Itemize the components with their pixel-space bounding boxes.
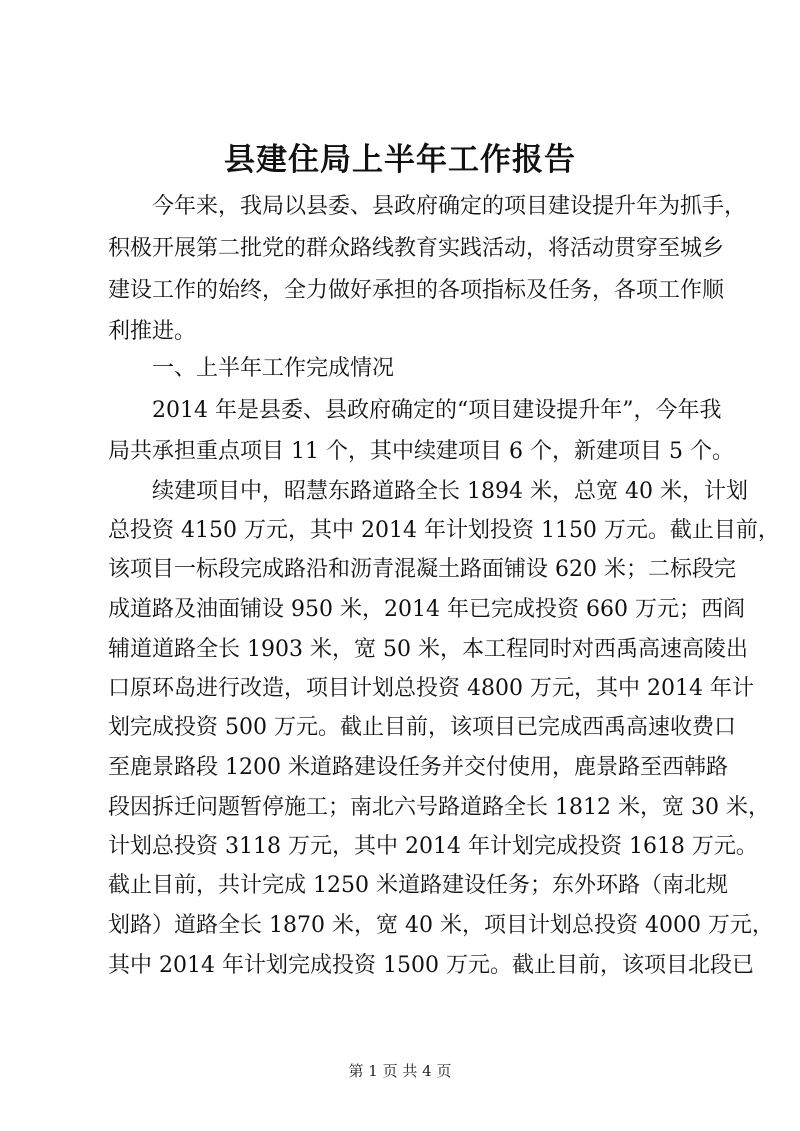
body-line: 局共承担重点项目 11 个，其中续建项目 6 个，新建项目 5 个。 — [108, 439, 734, 464]
body-line: 利推进。 — [108, 319, 197, 344]
body-line: 该项目一标段完成路沿和沥青混凝土路面铺设 620 米；二标段完 — [108, 557, 736, 582]
body-line: 今年来，我局以县委、县政府确定的项目建设提升年为抓手， — [108, 194, 747, 219]
body-line: 辅道道路全长 1903 米，宽 50 米，本工程同时对西禹高速高陵出 — [108, 637, 748, 662]
body-line: 划完成投资 500 万元。截止目前，该项目已完成西禹高速收费口 — [108, 715, 736, 740]
body-line: 2014 年是县委、县政府确定的“项目建设提升年”，今年我 — [108, 398, 722, 423]
page-footer: 第 1 页 共 4 页 — [348, 1062, 452, 1080]
body-line: 计划总投资 3118 万元，其中 2014 年计划完成投资 1618 万元。 — [108, 834, 758, 859]
body-line: 划路）道路全长 1870 米，宽 40 米，项目计划总投资 4000 万元， — [108, 913, 774, 938]
body-line: 至鹿景路段 1200 米道路建设任务并交付使用，鹿景路至西韩路 — [108, 755, 728, 780]
body-line: 积极开展第二批党的群众路线教育实践活动，将活动贯穿至城乡 — [108, 236, 725, 261]
section-heading: 一、上半年工作完成情况 — [108, 356, 395, 381]
body-line: 其中 2014 年计划完成投资 1500 万元。截止目前，该项目北段已 — [108, 953, 754, 978]
body-line: 口原环岛进行改造，项目计划总投资 4800 万元，其中 2014 年计 — [108, 676, 754, 701]
body-line: 续建项目中，昭慧东路道路全长 1894 米，总宽 40 米，计划 — [108, 479, 748, 504]
body-line: 总投资 4150 万元，其中 2014 年计划投资 1150 万元。截止目前， — [108, 518, 780, 543]
document-title: 县建住局上半年工作报告 — [224, 142, 576, 178]
body-line: 成道路及油面铺设 950 米，2014 年已完成投资 660 万元；西阎 — [108, 597, 745, 622]
body-line: 截止目前，共计完成 1250 米道路建设任务；东外环路（南北规 — [108, 873, 728, 898]
body-line: 建设工作的始终，全力做好承担的各项指标及任务，各项工作顺 — [108, 278, 725, 303]
body-line: 段因拆迁问题暂停施工；南北六号路道路全长 1812 米，宽 30 米， — [108, 795, 770, 820]
